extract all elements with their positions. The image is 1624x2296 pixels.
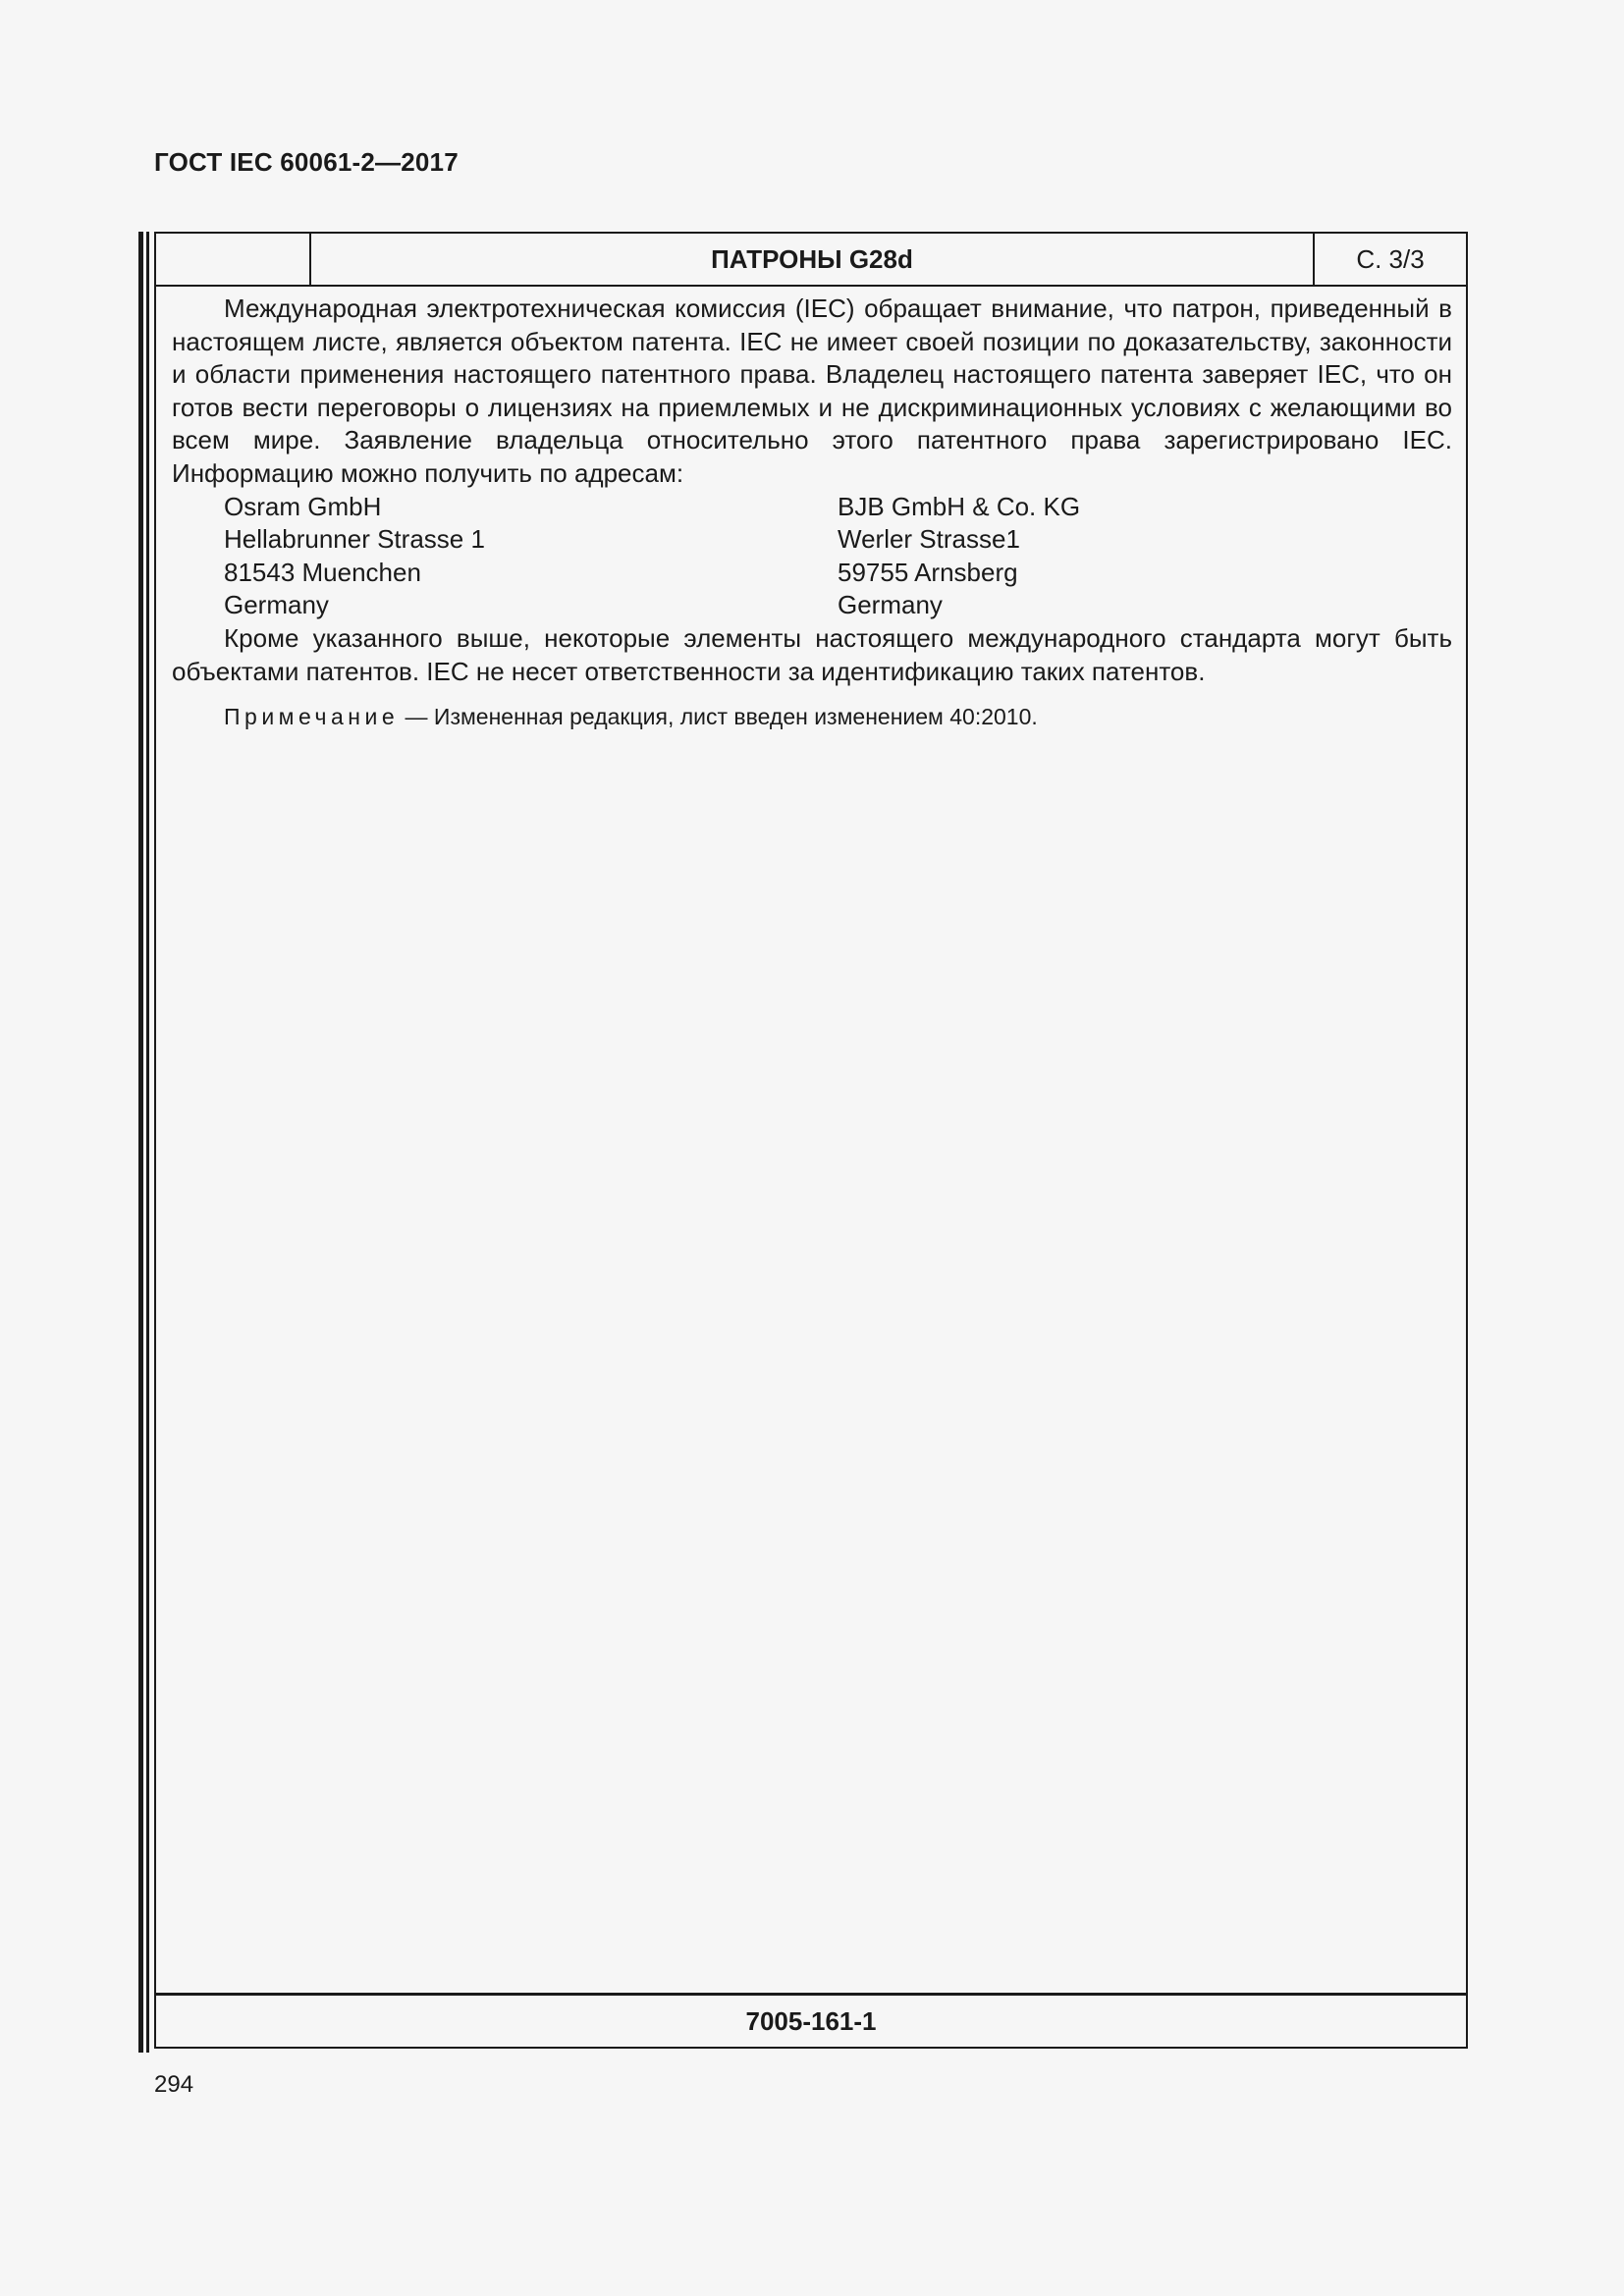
address-line: Hellabrunner Strasse 1	[224, 524, 485, 555]
note	[224, 702, 1452, 731]
standard-designation: ГОСТ IEC 60061-2—2017	[154, 147, 459, 177]
binding-bar-outer	[138, 232, 143, 2053]
page-number: 294	[154, 2071, 194, 2098]
patent-paragraph: Международная электротехническая комиссия (IEC) обращает внимание, что патрон, приведенный в настоящем листе, является объектом патента. IEC не имеет своей позиции по доказательству, законности и области применения настоящего патентного права. Владелец настоящего патента заверяет IEC, что он готов вести переговоры о лицензиях на приемлемых и не дискриминационных условиях с желающими во всем мире. Заявление владельца относительно этого патентного права зарегистрировано IEC. Информацию можно получить по адресам:	[172, 294, 1452, 488]
title-blank-cell	[156, 234, 311, 285]
sheet-page-indicator: С. 3/3	[1356, 243, 1425, 274]
sheet-designation: 7005-161-1	[156, 1993, 1466, 2047]
address-line: BJB GmbH & Co. KG	[838, 491, 1081, 521]
address-line: 81543 Muenchen	[224, 557, 421, 587]
address-osram	[224, 491, 838, 622]
address-line: Werler Strasse1	[838, 524, 1020, 555]
sheet-title: ПАТРОНЫ G28d	[311, 234, 1315, 285]
address-line: Osram GmbH	[224, 491, 382, 521]
note-text: Измененная редакция, лист введен изменением 40:2010.	[433, 704, 1038, 730]
sheet-frame	[154, 232, 1468, 2049]
sheet-content	[172, 293, 1452, 731]
patent-disclaimer-paragraph: Кроме указанного выше, некоторые элементы настоящего международного стандарта могут быть объектами патентов. IEC не несет ответственности за идентификацию таких патентов.	[172, 622, 1452, 686]
address-line: Germany	[838, 590, 943, 620]
note-dash: —	[399, 704, 434, 730]
address-block	[172, 491, 1452, 622]
address-line: Germany	[224, 590, 329, 620]
address-bjb	[838, 491, 1452, 622]
note-label: Примечание	[224, 704, 400, 730]
address-line: 59755 Arnsberg	[838, 557, 1018, 587]
binding-bar-inner	[146, 232, 149, 2053]
sheet-title-row	[156, 234, 1466, 287]
